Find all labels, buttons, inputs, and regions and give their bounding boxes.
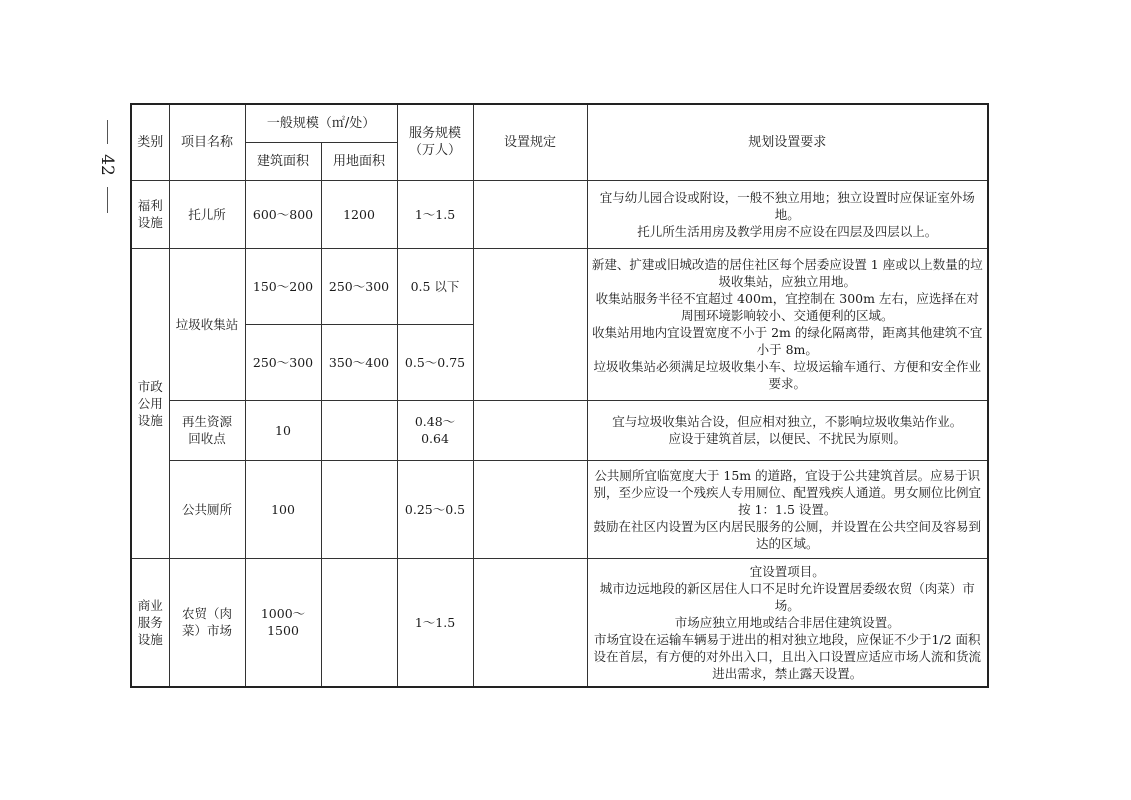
project-name xyxy=(169,558,245,687)
header-planning-req: 规划设置要求 xyxy=(587,104,988,180)
req-line: 市场应独立用地或结合非居住建筑设置。 xyxy=(674,614,900,630)
req-line: 垃圾收集站必须满足垃圾收集小车、垃圾运输车通行、方便和安全作业要求。 xyxy=(593,359,982,391)
req-line: 托儿所生活用房及教学用房不应设在四层及四层以上。 xyxy=(637,223,938,239)
project-name xyxy=(169,400,245,460)
building-area-value: 150～200 xyxy=(245,248,321,324)
table-row xyxy=(131,400,988,460)
category-cell xyxy=(131,180,169,248)
category-line: 服务 xyxy=(137,614,163,630)
req-line: 鼓励在社区内设置为区内居民服务的公厕，并设置在公共空间及容易到达的区域。 xyxy=(593,518,982,551)
table-row xyxy=(131,248,988,324)
setting-rule-value xyxy=(473,400,587,460)
project-name: 托儿所 xyxy=(169,180,245,248)
land-area-value: 350～400 xyxy=(321,324,397,400)
planning-req-cell xyxy=(587,248,988,400)
category-line: 公用 xyxy=(137,395,163,411)
header-land-area: 用地面积 xyxy=(321,142,397,180)
header-building-area: 建筑面积 xyxy=(245,142,321,180)
facility-table xyxy=(130,103,989,688)
header-category: 类别 xyxy=(131,104,169,180)
category-line: 设施 xyxy=(137,631,163,647)
category-cell xyxy=(131,248,169,558)
service-scale-value: 0.48～0.64 xyxy=(397,400,473,460)
header-service-scale-line2: （万人） xyxy=(409,143,462,159)
planning-req-cell xyxy=(587,460,988,558)
land-area-value: 1200 xyxy=(321,180,397,248)
building-area-value: 100 xyxy=(245,460,321,558)
req-line: 应设于建筑首层，以便民、不扰民为原则。 xyxy=(668,431,907,446)
land-area-value xyxy=(321,400,397,460)
category-line: 福利 xyxy=(137,198,163,213)
setting-rule-value xyxy=(473,180,587,248)
project-name-line: 菜）市场 xyxy=(181,623,232,639)
project-name: 公共厕所 xyxy=(169,460,245,558)
page-number-rule-bottom xyxy=(107,187,108,213)
header-service-scale-line1: 服务规模 xyxy=(409,126,462,142)
page-number-rule-top xyxy=(107,120,108,144)
planning-req-cell xyxy=(587,400,988,460)
req-line: 收集站用地内宜设置宽度不小于 2m 的绿化隔离带，距离其他建筑不宜小于 8m。 xyxy=(592,325,983,357)
header-general-scale: 一般规模（㎡/处） xyxy=(245,104,397,142)
service-scale-value: 0.25～0.5 xyxy=(397,460,473,558)
req-line: 宜与垃圾收集站合设，但应相对独立，不影响垃圾收集站作业。 xyxy=(612,414,963,429)
category-cell xyxy=(131,558,169,687)
header-service-scale xyxy=(397,104,473,180)
service-scale-value: 1～1.5 xyxy=(397,558,473,687)
planning-req-cell xyxy=(587,558,988,687)
project-name-line: 回收点 xyxy=(188,431,226,446)
req-line: 宜设置项目。 xyxy=(749,563,825,579)
land-area-value xyxy=(321,460,397,558)
service-scale-value: 0.5 以下 xyxy=(397,248,473,324)
req-line: 收集站服务半径不宜超过 400m，宜控制在 300m 左右，应选择在对周围环境影响较小、交通便利的区域。 xyxy=(595,291,979,323)
building-area-value: 10 xyxy=(245,400,321,460)
setting-rule-value xyxy=(473,460,587,558)
category-line: 商业 xyxy=(137,597,163,613)
req-line: 宜与幼儿园合设或附设，一般不独立用地；独立设置时应保证室外场地。 xyxy=(599,189,975,222)
service-scale-value: 1～1.5 xyxy=(397,180,473,248)
header-project: 项目名称 xyxy=(169,104,245,180)
land-area-value xyxy=(321,558,397,687)
category-line: 设施 xyxy=(137,215,163,230)
building-area-value: 1000～1500 xyxy=(245,558,321,687)
req-line: 城市边远地段的新区居住人口不足时允许设置居委级农贸（肉菜）市场。 xyxy=(599,580,975,613)
req-line: 公共厕所宜临宽度大于 15m 的道路，宜设于公共建筑首层。应易于识别，至少应设一个残疾人专用厕位、配置残疾人通道。男女厕位比例宜按 1：1.5 设置。 xyxy=(593,467,982,517)
req-line: 市场宜设在运输车辆易于进出的相对独立地段，应保证不少于1/2 面积设在首层，有方便的对外出入口，且出入口设置应适应市场人流和货流进出需求，禁止露天设置。 xyxy=(593,631,982,681)
table-row xyxy=(131,460,988,558)
building-area-value: 600～800 xyxy=(245,180,321,248)
req-line: 新建、扩建或旧城改造的居住社区每个居委应设置 1 座或以上数量的垃圾收集站，应独立用地。 xyxy=(591,257,983,289)
land-area-value: 250～300 xyxy=(321,248,397,324)
page-number: 42 xyxy=(97,154,117,176)
project-name-line: 再生资源 xyxy=(181,414,232,429)
table-row xyxy=(131,180,988,248)
header-setting-rule: 设置规定 xyxy=(473,104,587,180)
project-name: 垃圾收集站 xyxy=(169,248,245,400)
table-row xyxy=(131,558,988,687)
planning-req-cell xyxy=(587,180,988,248)
setting-rule-value xyxy=(473,558,587,687)
project-name-line: 农贸（肉 xyxy=(181,606,232,622)
category-line: 设施 xyxy=(137,412,163,428)
setting-rule-value xyxy=(473,248,587,400)
service-scale-value: 0.5～0.75 xyxy=(397,324,473,400)
building-area-value: 250～300 xyxy=(245,324,321,400)
category-line: 市政 xyxy=(137,378,163,394)
